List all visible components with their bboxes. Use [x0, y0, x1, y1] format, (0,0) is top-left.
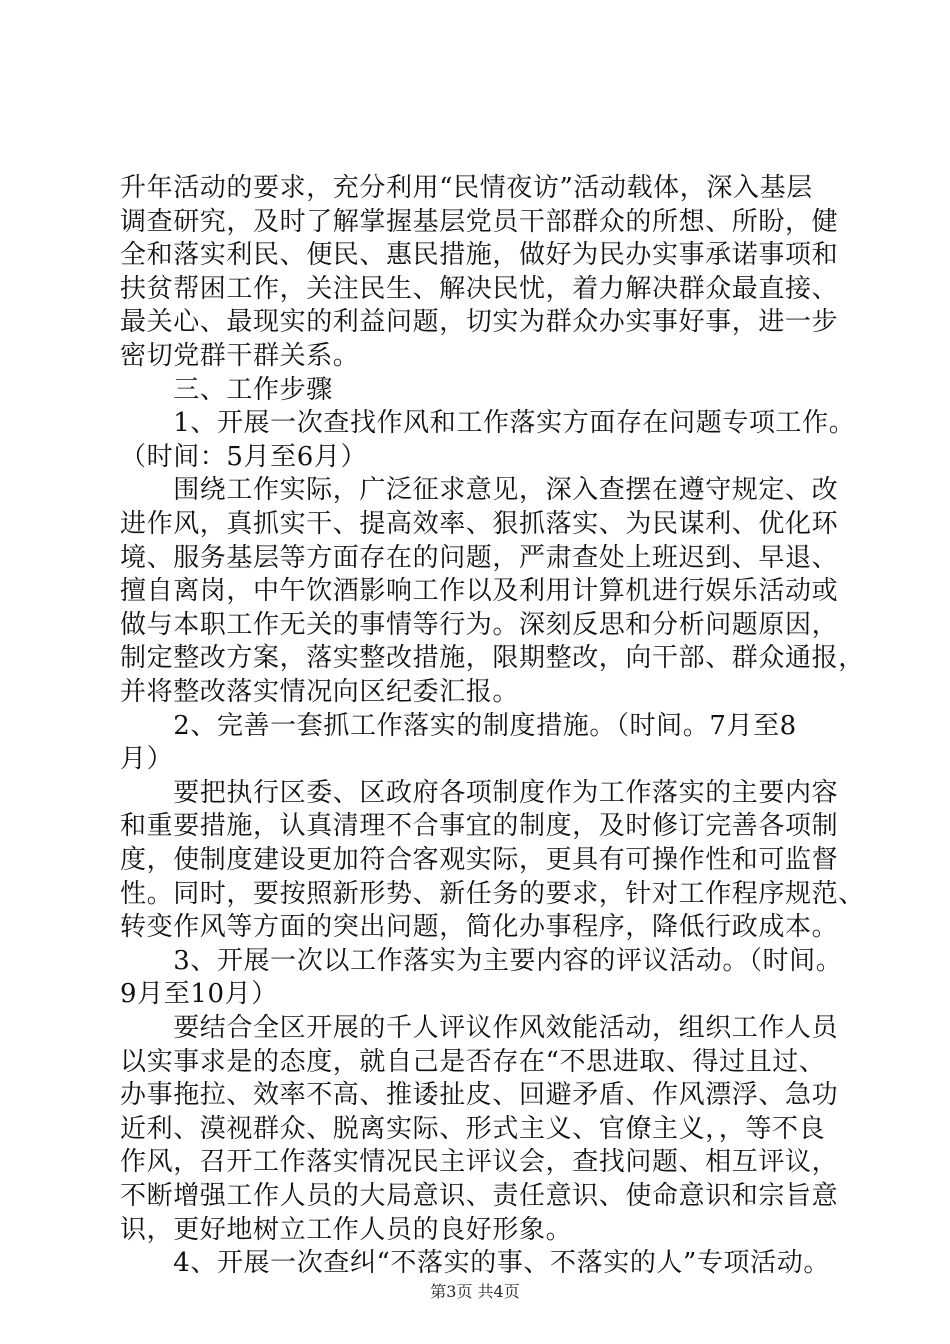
text-line: 近利、漠视群众、脱离实际、形式主义、官僚主义，，等不良: [120, 1113, 826, 1144]
text-line: 月）: [120, 744, 174, 775]
text-line: 制定整改方案，落实整改措施，限期整改，向干部、群众通报，: [120, 643, 865, 674]
text-line: 要结合全区开展的千人评议作风效能活动，组织工作人员: [120, 1013, 839, 1043]
text-line: 围绕工作实际，广泛征求意见，深入查摆在遵守规定、改: [120, 475, 839, 506]
text-line: 办事拖拉、效率不高、推诿扯皮、回避矛盾、作风漂浮、急功: [120, 1080, 839, 1111]
text-line: 3、开展一次以工作落实为主要内容的评议活动。（时间。: [120, 945, 843, 976]
page-footer: 第3页 共4页: [430, 1282, 520, 1301]
text-line: 识，更好地树立工作人员的良好形象。: [120, 1214, 573, 1245]
text-line: 4、开展一次查纠“不落实的事、不落实的人”专项活动。: [120, 1248, 830, 1279]
text-line: 最关心、最现实的利益问题，切实为群众办实事好事，进一步: [120, 307, 839, 338]
text-line: 升年活动的要求，充分利用“民情夜访”活动载体，深入基层: [120, 173, 813, 203]
text-line: 密切党群干群关系。: [120, 341, 360, 371]
text-line: 三、工作步骤: [120, 374, 333, 405]
text-line: 以实事求是的态度，就自己是否存在“不思进取、得过且过、: [120, 1046, 826, 1077]
text-line: 扶贫帮困工作，关注民生、解决民忧，着力解决群众最直接、: [120, 273, 839, 304]
text-line: 并将整改落实情况向区纪委汇报。: [120, 677, 520, 707]
text-line: （时间：5月至6月）: [120, 441, 368, 472]
text-line: 不断增强工作人员的大局意识、责任意识、使命意识和宗旨意: [120, 1181, 839, 1211]
text-line: 要把执行区委、区政府各项制度作为工作落实的主要内容: [120, 777, 839, 808]
text-line: 进作风，真抓实干、提高效率、狠抓落实、为民谋利、优化环: [120, 509, 839, 539]
text-line: 性。同时，要按照新形势、新任务的要求，针对工作程序规范、: [120, 878, 865, 909]
text-line: 9月至10月）: [120, 979, 278, 1010]
text-line: 转变作风等方面的突出问题，简化办事程序，降低行政成本。: [120, 912, 839, 943]
text-line: 1、开展一次查找作风和工作落实方面存在问题专项工作。: [120, 408, 856, 439]
text-line: 做与本职工作无关的事情等行为。深刻反思和分析问题原因，: [120, 609, 839, 640]
text-line: 境、服务基层等方面存在的问题，严肃查处上班迟到、早退、: [120, 542, 839, 573]
text-line: 和重要措施，认真清理不合事宜的制度，及时修订完善各项制: [120, 811, 839, 842]
text-line: 调查研究，及时了解掌握基层党员干部群众的所想、所盼，健: [120, 206, 839, 237]
text-line: 度，使制度建设更加符合客观实际，更具有可操作性和可监督: [120, 845, 839, 875]
text-line: 作风，召开工作落实情况民主评议会，查找问题、相互评议，: [120, 1147, 839, 1178]
text-line: 擅自离岗，中午饮酒影响工作以及利用计算机进行娱乐活动或: [120, 576, 839, 607]
text-line: 2、完善一套抓工作落实的制度措施。（时间。7月至8: [120, 710, 797, 741]
text-line: 全和落实利民、便民、惠民措施，做好为民办实事承诺事项和: [120, 240, 839, 271]
